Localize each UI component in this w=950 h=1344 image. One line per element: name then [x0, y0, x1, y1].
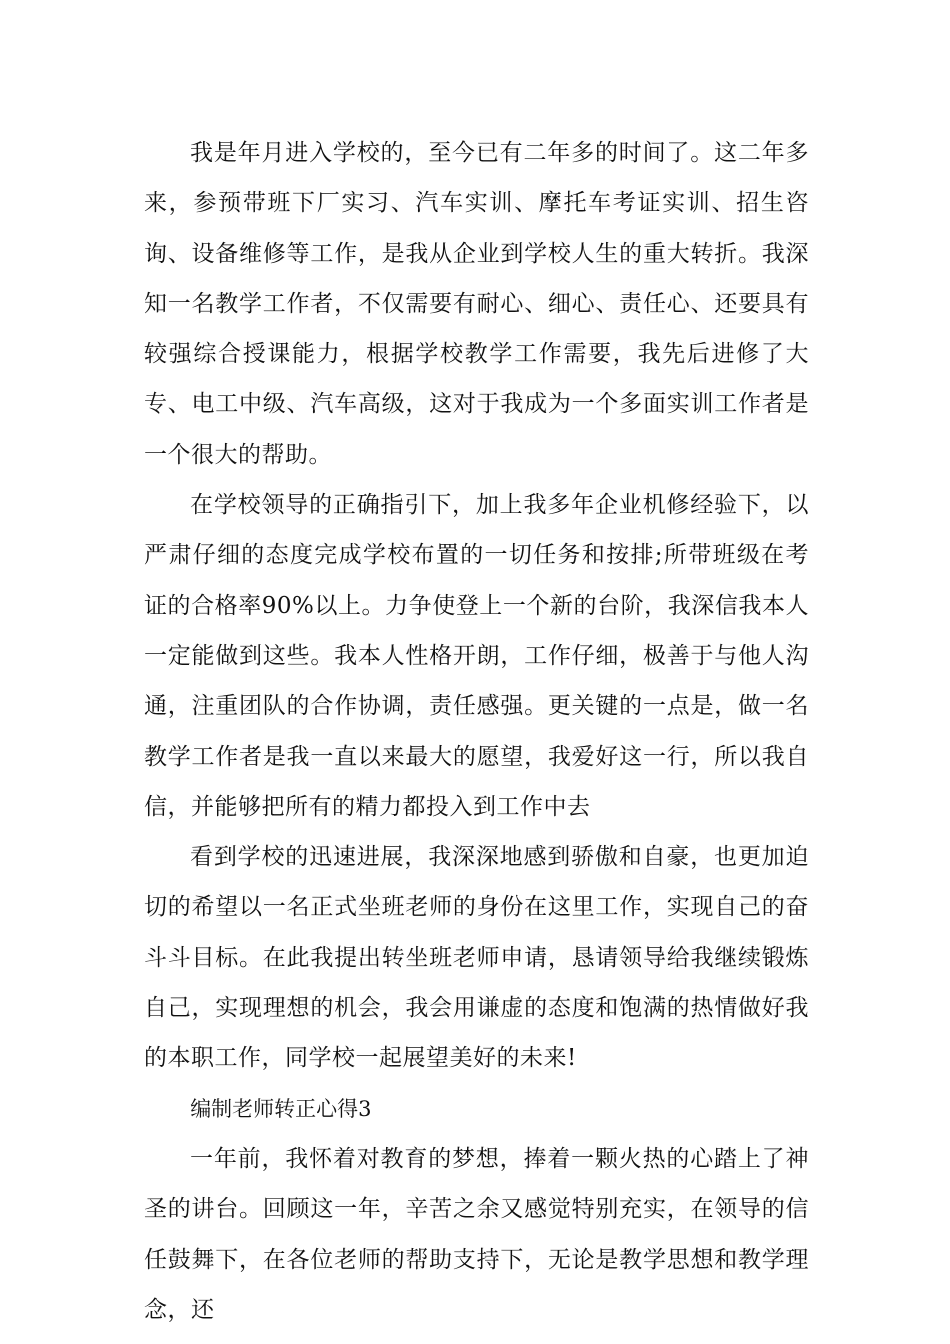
paragraph-application: 看到学校的迅速进展，我深深地感到骄傲和自豪，也更加迫切的希望以一名正式坐班老师的身份在这里工作，实现自己的奋斗斗目标。在此我提出转坐班老师申请，恳请领导给我继续锻炼自己，实现理想的机会，我会用谦虚的态度和饱满的热情做好我的本职工作，同学校一起展望美好的未来! — [144, 844, 809, 1072]
paragraph-year-review: 一年前，我怀着对教育的梦想，捧着一颗火热的心踏上了神圣的讲台。回顾这一年，辛苦之余又感觉特别充实，在领导的信任鼓舞下，在各位老师的帮助支持下，无论是教学思想和教学理念，还 — [144, 1145, 809, 1323]
paragraph-work-attitude: 在学校领导的正确指引下，加上我多年企业机修经验下，以严肃仔细的态度完成学校布置的一切任务和按排;所带班级在考证的合格率90%以上。力争使登上一个新的台阶，我深信我本人一定能做到这些。我本人性格开朗，工作仔细，极善于与他人沟通，注重团队的合作协调，责任感强。更关键的一点是，做一名教学工作者是我一直以来最大的愿望，我爱好这一行，所以我自信，并能够把所有的精力都投入到工作中去 — [144, 492, 809, 820]
paragraph-career-intro: 我是年月进入学校的，至今已有二年多的时间了。这二年多来，参预带班下厂实习、汽车实训、摩托车考证实训、招生咨询、设备维修等工作，是我从企业到学校人生的重大转折。我深知一名教学工作者，不仅需要有耐心、细心、责任心、还要具有较强综合授课能力，根据学校教学工作需要，我先后进修了大专、电工中级、汽车高级，这对于我成为一个多面实训工作者是一个很大的帮助。 — [144, 140, 809, 468]
document-body — [144, 128, 809, 1335]
section-heading: 编制老师转正心得3 — [190, 1096, 372, 1121]
